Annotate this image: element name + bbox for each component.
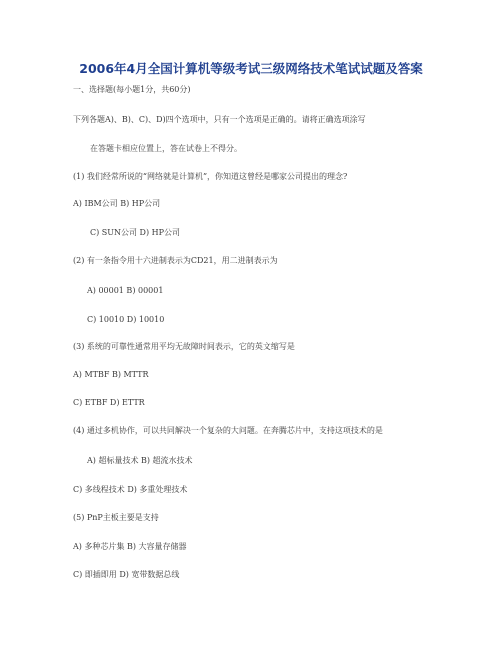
option-line: A) 00001 B) 00001 bbox=[87, 286, 164, 295]
question-line: (2) 有一条指令用十六进制表示为CD21，用二进制表示为 bbox=[73, 256, 278, 265]
question-line: (3) 系统的可靠性通常用平均无故障时间表示，它的英文缩写是 bbox=[73, 342, 295, 351]
instruction-line: 在答题卡相应位置上，答在试卷上不得分。 bbox=[90, 144, 242, 153]
section-heading: 一、选择题(每小题1分，共60分) bbox=[73, 85, 191, 94]
document-title: 2006年4月全国计算机等级考试三级网络技术笔试试题及答案 bbox=[79, 61, 423, 76]
question-line: (1) 我们经常所说的“网络就是计算机”，你知道这曾经是哪家公司提出的理念? bbox=[73, 172, 348, 181]
option-line: C) SUN公司 D) HP公司 bbox=[90, 228, 180, 237]
option-line: A) IBM公司 B) HP公司 bbox=[73, 199, 161, 208]
instruction-line: 下列各题A)、B)、C)、D)四个选项中，只有一个选项是正确的。请将正确选项涂写 bbox=[73, 115, 366, 124]
question-line: (4) 通过多机协作，可以共同解决一个复杂的大问题。在奔腾芯片中，支持这项技术的是 bbox=[73, 426, 383, 435]
option-line: A) 多种芯片集 B) 大容量存储器 bbox=[73, 542, 187, 551]
option-line: C) 10010 D) 10010 bbox=[87, 315, 165, 324]
option-line: A) 超标量技术 B) 超流水技术 bbox=[87, 456, 193, 465]
option-line: A) MTBF B) MTTR bbox=[73, 370, 149, 379]
question-line: (5) PnP主板主要是支持 bbox=[73, 513, 159, 522]
option-line: C) ETBF D) ETTR bbox=[73, 398, 145, 407]
option-line: C) 多线程技术 D) 多重处理技术 bbox=[73, 485, 188, 494]
option-line: C) 即插即用 D) 宽带数据总线 bbox=[73, 570, 180, 579]
